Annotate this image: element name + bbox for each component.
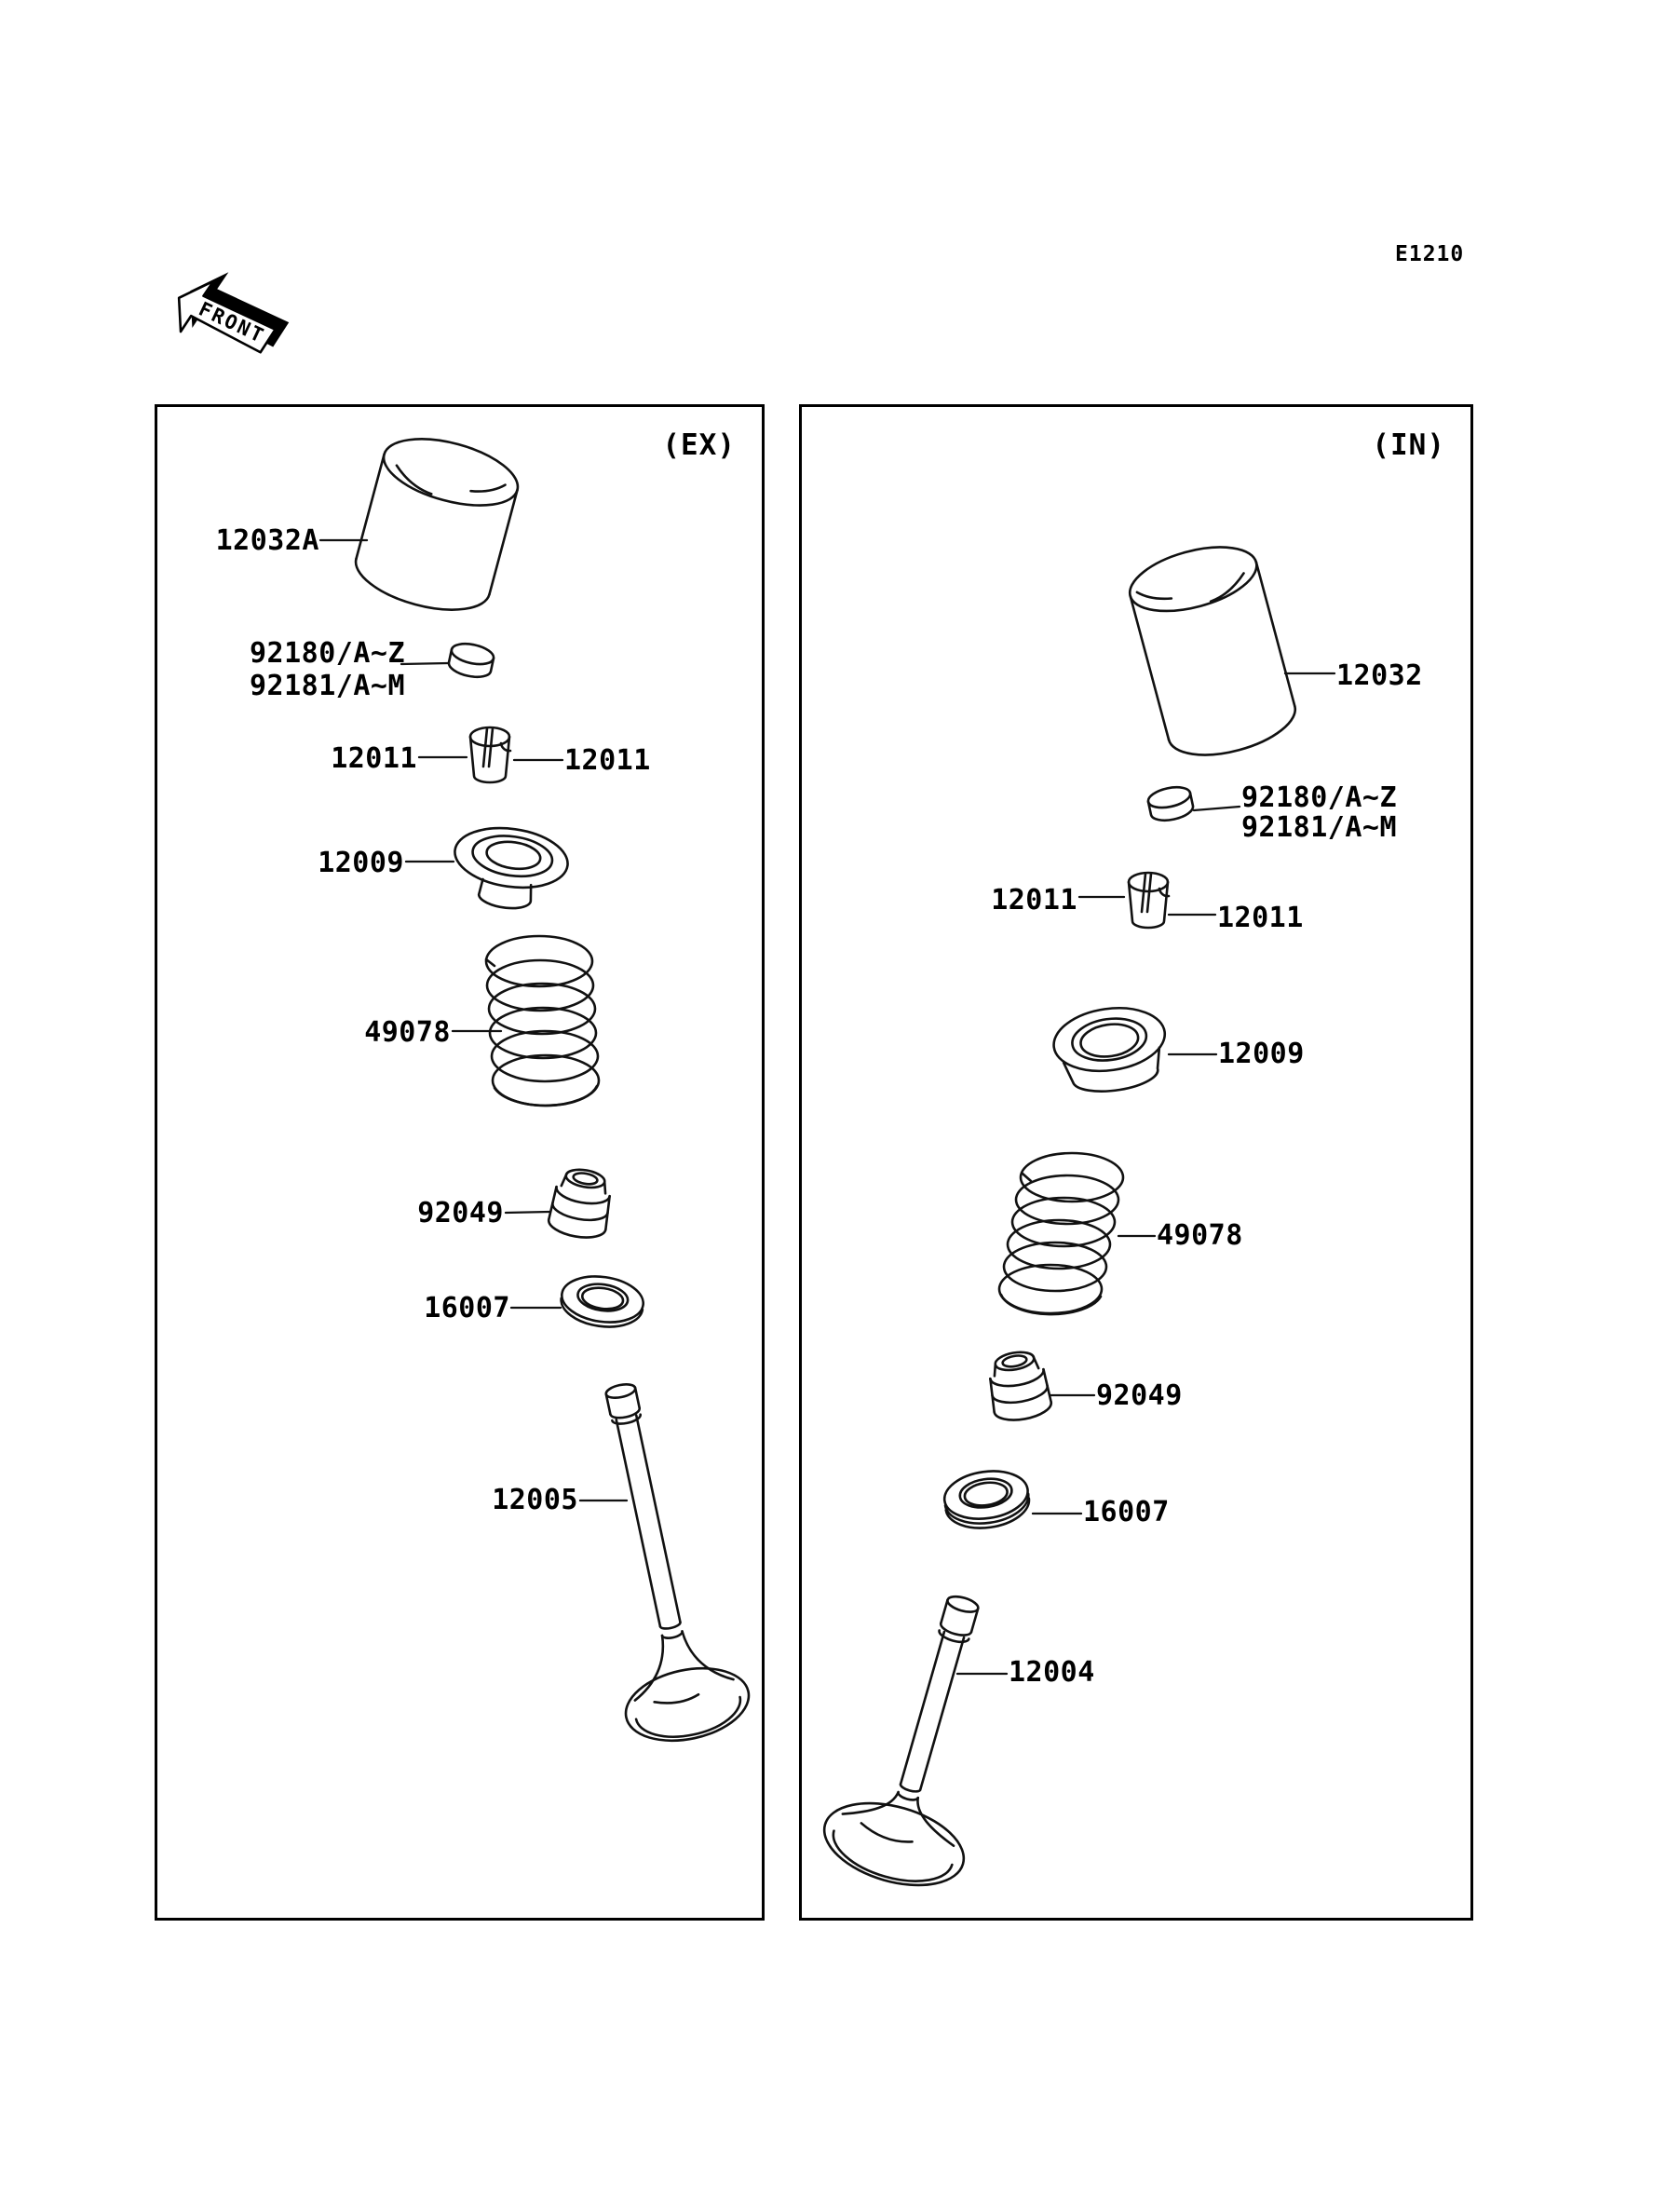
label-shim-line1: 92180/A~Z — [1241, 781, 1398, 814]
valve-shim-drawing — [447, 641, 495, 681]
leader-seal — [506, 1212, 549, 1213]
valve-keeper-drawing — [1129, 873, 1169, 928]
leader-shim — [1194, 807, 1240, 810]
drawing-code: E1210 — [1395, 242, 1465, 266]
label-lifter: 12032 — [1336, 659, 1423, 692]
label-keeper-right: 12011 — [1217, 902, 1304, 934]
label-keeper-right: 12011 — [564, 744, 651, 777]
label-spring: 49078 — [1157, 1219, 1243, 1252]
valve-seal-drawing — [547, 1165, 616, 1242]
label-shim-line2: 92181/A~M — [1241, 811, 1398, 844]
spring-retainer-drawing — [448, 822, 572, 916]
panel-ex-border — [156, 406, 764, 1920]
valve-shim-drawing — [1146, 784, 1195, 824]
label-seal: 92049 — [1096, 1379, 1183, 1412]
panel-ex — [155, 404, 765, 1921]
front-direction-arrow — [140, 242, 345, 428]
valve-spring-drawing — [999, 1153, 1123, 1314]
label-spring: 49078 — [364, 1016, 451, 1049]
spring-retainer-drawing — [1050, 1001, 1172, 1098]
panel-in-border — [801, 406, 1472, 1920]
label-shim-line2: 92181/A~M — [250, 670, 406, 702]
label-valve: 12004 — [1009, 1656, 1095, 1689]
exhaust-valve-drawing — [559, 1372, 756, 1751]
label-retainer: 12009 — [318, 847, 404, 879]
leader-shim — [401, 663, 448, 664]
label-lifter: 12032A — [215, 524, 319, 557]
panel-in — [799, 404, 1473, 1921]
label-seal: 92049 — [417, 1197, 504, 1229]
label-seat: 16007 — [1083, 1496, 1170, 1528]
valve-seal-drawing — [984, 1348, 1053, 1424]
label-retainer: 12009 — [1218, 1038, 1305, 1070]
label-keeper-left: 12011 — [991, 884, 1077, 917]
valve-lifter-drawing — [1123, 536, 1302, 767]
label-seat: 16007 — [424, 1292, 510, 1324]
valve-spring-drawing — [486, 936, 599, 1106]
valve-lifter-drawing — [348, 427, 524, 622]
label-valve: 12005 — [492, 1484, 578, 1516]
front-arrow-label: FRONT — [195, 297, 269, 348]
panel-in-tag: (IN) — [1372, 428, 1445, 462]
intake-valve-drawing — [815, 1578, 1034, 1899]
spring-seat-drawing — [942, 1466, 1032, 1533]
valve-keeper-drawing — [470, 727, 510, 782]
label-keeper-left: 12011 — [331, 742, 417, 775]
label-shim-line1: 92180/A~Z — [250, 637, 406, 670]
spring-seat-drawing — [558, 1271, 646, 1332]
panel-ex-tag: (EX) — [662, 428, 736, 462]
